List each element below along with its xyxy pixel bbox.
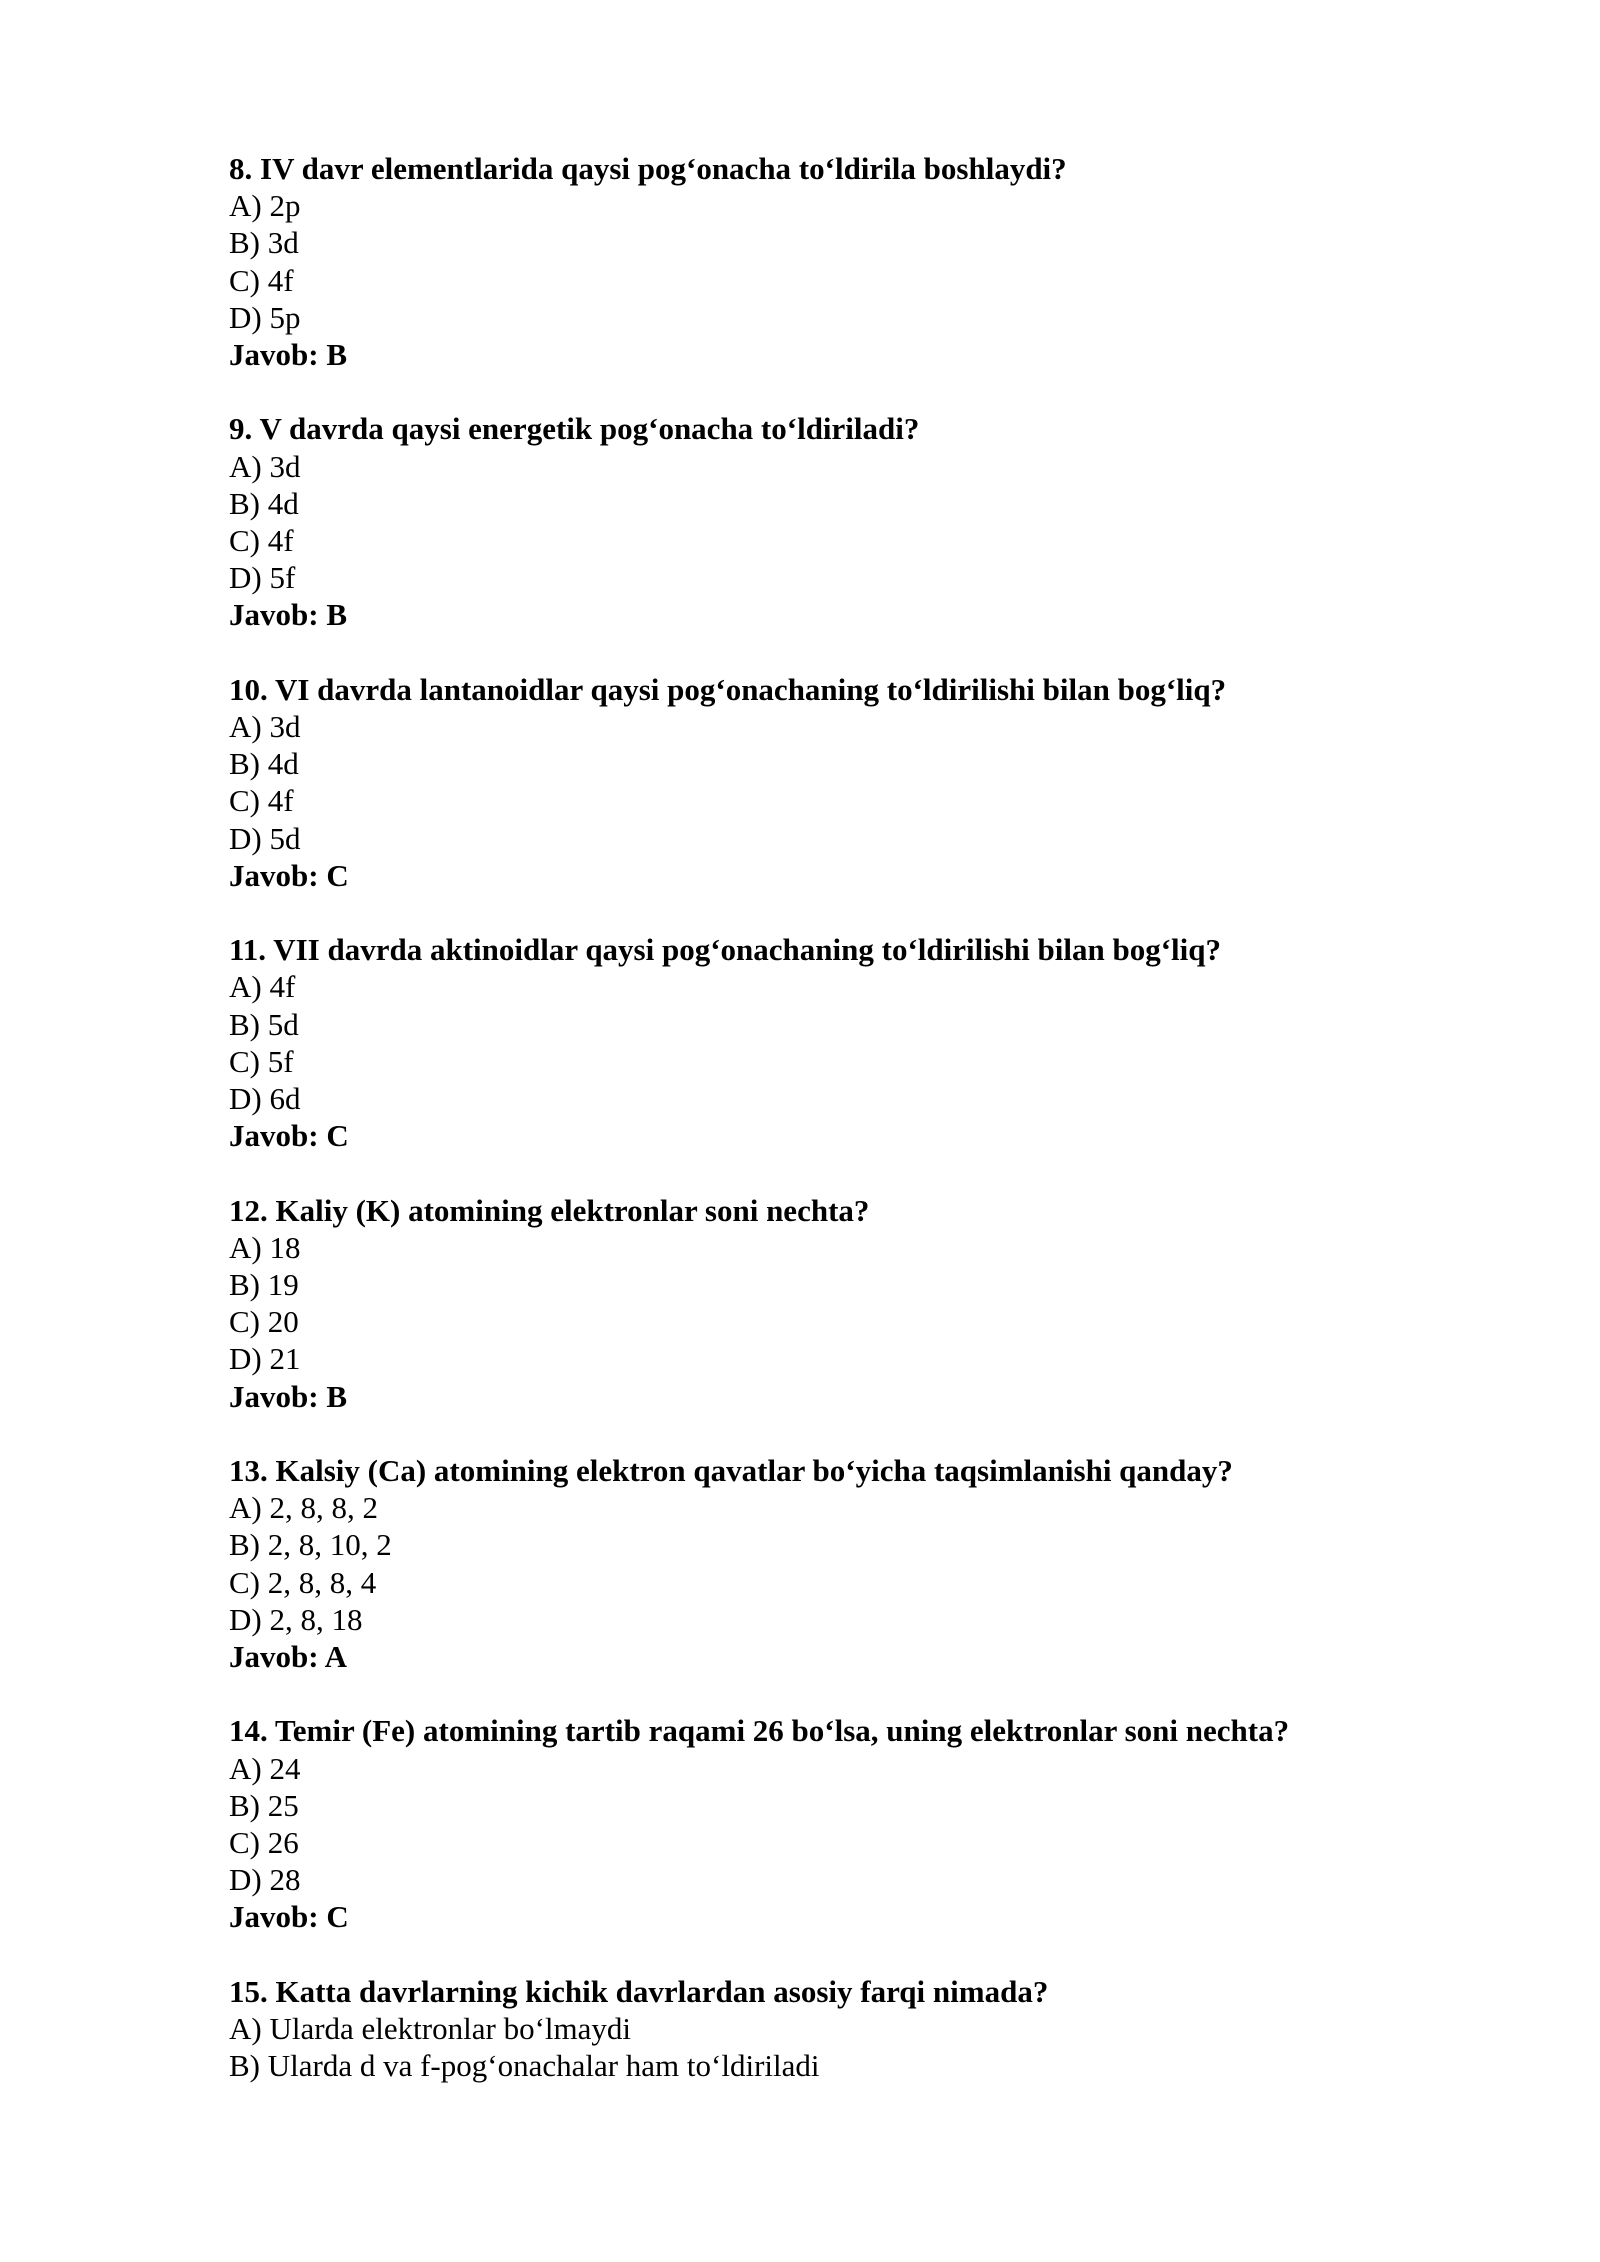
answer-option: A) 18 [229, 1229, 301, 1265]
answer-option: B) 4d [229, 746, 299, 782]
answer-option: B) 19 [229, 1267, 299, 1303]
question-block [229, 1712, 1429, 1935]
question-text: 15. Katta davrlarning kichik davrlardan asosiy farqi nimada? [229, 1973, 1049, 2009]
correct-answer: Javob: B [229, 597, 347, 633]
answer-option: B) 5d [229, 1006, 299, 1042]
answer-option: B) 4d [229, 485, 299, 521]
correct-answer: Javob: C [229, 1118, 349, 1154]
question-block [229, 1192, 1429, 1415]
question-block [229, 410, 1429, 633]
answer-option: A) 3d [229, 709, 301, 745]
question-text: 12. Kaliy (K) atomining elektronlar soni nechta? [229, 1192, 870, 1228]
answer-option: C) 26 [229, 1825, 299, 1861]
question-text: 11. VII davrda aktinoidlar qaysi pog‘onachaning to‘ldirilishi bilan bog‘liq? [229, 932, 1221, 968]
answer-option: D) 5p [229, 299, 301, 335]
correct-answer: Javob: A [229, 1639, 347, 1675]
answer-option: C) 2, 8, 8, 4 [229, 1564, 377, 1600]
answer-option: A) 24 [229, 1750, 301, 1786]
answer-option: D) 6d [229, 1081, 301, 1117]
answer-option: D) 5d [229, 820, 301, 856]
question-block [229, 671, 1429, 894]
answer-option: A) 4f [229, 969, 296, 1005]
question-text: 14. Temir (Fe) atomining tartib raqami 26 bo‘lsa, uning elektronlar soni nechta? [229, 1713, 1290, 1749]
correct-answer: Javob: B [229, 337, 347, 373]
answer-option: A) 2, 8, 8, 2 [229, 1490, 378, 1526]
question-block [229, 150, 1429, 373]
answer-option: C) 4f [229, 783, 294, 819]
question-text: 13. Kalsiy (Ca) atomining elektron qavatlar bo‘yicha taqsimlanishi qanday? [229, 1453, 1233, 1489]
answer-option: B) 3d [229, 225, 299, 261]
question-block [229, 1973, 1429, 2085]
answer-option: A) 3d [229, 448, 301, 484]
answer-option: A) 2p [229, 188, 301, 224]
answer-option: C) 5f [229, 1043, 294, 1079]
correct-answer: Javob: C [229, 1899, 349, 1935]
answer-option: D) 21 [229, 1341, 301, 1377]
answer-option: C) 20 [229, 1304, 299, 1340]
question-block [229, 931, 1429, 1154]
correct-answer: Javob: C [229, 857, 349, 893]
answer-option: B) 25 [229, 1787, 299, 1823]
question-block [229, 1452, 1429, 1675]
question-text: 8. IV davr elementlarida qaysi pog‘onacha to‘ldirila boshlaydi? [229, 151, 1067, 186]
answer-option: B) Ularda d va f-pog‘onachalar ham to‘ldiriladi [229, 2048, 820, 2084]
answer-option: C) 4f [229, 523, 294, 559]
question-list [229, 150, 1429, 2122]
answer-option: C) 4f [229, 262, 294, 298]
answer-option: A) Ularda elektronlar bo‘lmaydi [229, 2011, 631, 2047]
correct-answer: Javob: B [229, 1378, 347, 1414]
answer-option: D) 2, 8, 18 [229, 1601, 363, 1637]
question-text: 10. VI davrda lantanoidlar qaysi pog‘onachaning to‘ldirilishi bilan bog‘liq? [229, 671, 1227, 707]
answer-option: B) 2, 8, 10, 2 [229, 1527, 392, 1563]
question-text: 9. V davrda qaysi energetik pog‘onacha to‘ldiriladi? [229, 411, 920, 447]
answer-option: D) 28 [229, 1862, 301, 1898]
answer-option: D) 5f [229, 560, 296, 596]
